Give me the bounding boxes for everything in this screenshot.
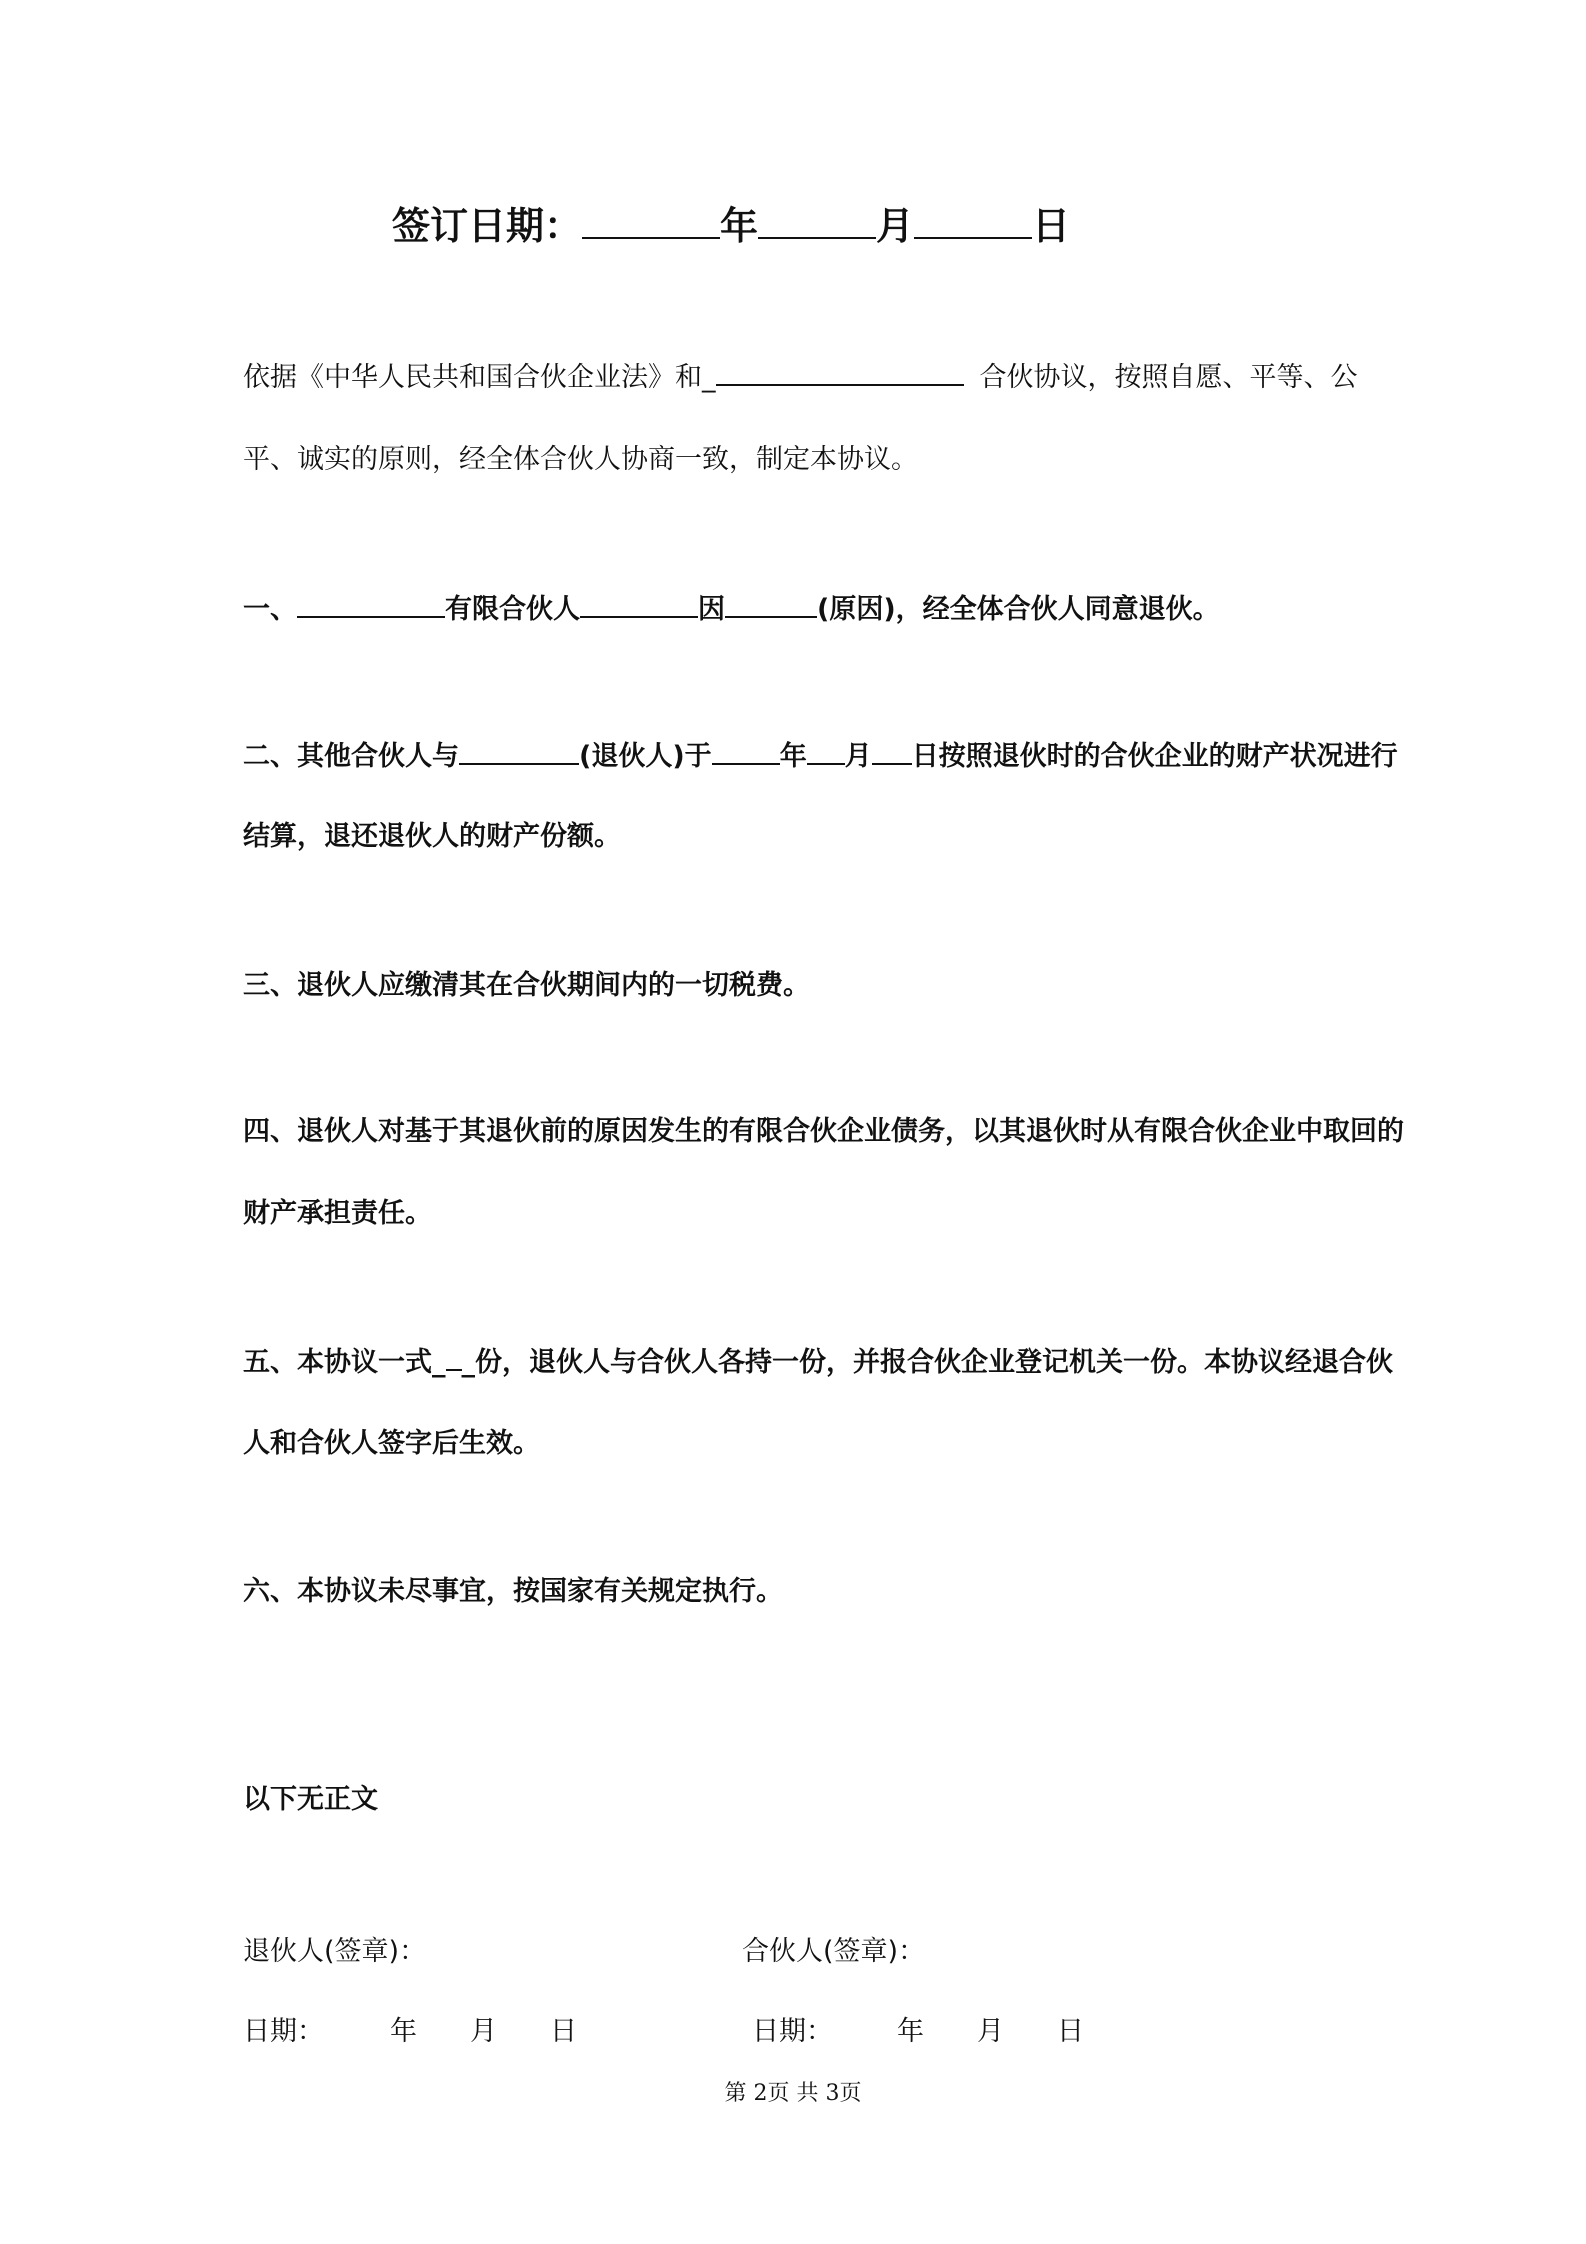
day-label: 日 (1032, 204, 1071, 248)
clause-2-line-1 (243, 737, 1398, 777)
signing-date-label: 签订日期： (392, 204, 583, 248)
clause-2-text-2: (退伙人)于 (579, 741, 712, 772)
withdrawing-date-label: 日期： (243, 2016, 324, 2047)
clause-3: 三、退伙人应缴清其在合伙期间内的一切税费。 (243, 970, 810, 1001)
month-label: 月 (876, 204, 915, 248)
year-label: 年 (720, 204, 759, 248)
withdrawing-date-day: 日 (550, 2016, 577, 2047)
clause-1-text-1: 有限合伙人 (445, 594, 580, 625)
limited-partner-blank (580, 590, 698, 618)
intro-line-2: 平、诚实的原则，经全体合伙人协商一致，制定本协议。 (243, 444, 918, 475)
reason-blank (725, 590, 817, 618)
partner-date-year: 年 (897, 2016, 924, 2047)
withdrawing-partner-signature-label: 退伙人(签章)： (243, 1936, 427, 1967)
clause-5-line-2: 人和合伙人签字后生效。 (243, 1428, 540, 1459)
clause-2-text-1: 二、其他合伙人与 (243, 741, 459, 772)
withdrawing-date-month: 月 (470, 2016, 497, 2047)
clause-1 (243, 590, 1220, 630)
clause-5-text-1: 五、本协议一式_ (243, 1347, 446, 1378)
clause-2-month: 月 (844, 741, 872, 772)
withdrawer-blank (459, 737, 579, 765)
clause-5-text-2: _份，退伙人与合伙人各持一份，并报合伙企业登记机关一份。本协议经退合伙 (461, 1347, 1393, 1378)
withdrawing-date-year: 年 (390, 2016, 417, 2047)
year-blank (582, 211, 720, 239)
clause-2-year: 年 (779, 741, 807, 772)
clause-5-line-1 (243, 1343, 1393, 1383)
copies-blank (446, 1343, 462, 1371)
intro-text-1: 依据《中华人民共和国合伙企业法》和_ (243, 362, 716, 393)
settle-year-blank (712, 737, 780, 765)
no-further-text: 以下无正文 (243, 1784, 378, 1815)
clause-4-line-2: 财产承担责任。 (243, 1198, 432, 1229)
clause-1-prefix: 一、 (243, 594, 297, 625)
settle-day-blank (872, 737, 912, 765)
enterprise-blank (297, 590, 445, 618)
clause-4-line-1: 四、退伙人对基于其退伙前的原因发生的有限合伙企业债务，以其退伙时从有限合伙企业中取回的 (243, 1116, 1404, 1147)
clause-2-line-2: 结算，退还退伙人的财产份额。 (243, 821, 621, 852)
clause-1-text-3: (原因)，经全体合伙人同意退伙。 (817, 594, 1220, 625)
partner-date-day: 日 (1057, 2016, 1084, 2047)
settle-month-blank (807, 737, 845, 765)
clause-6: 六、本协议未尽事宜，按国家有关规定执行。 (243, 1576, 783, 1607)
partner-date-month: 月 (977, 2016, 1004, 2047)
intro-line-1 (243, 358, 1358, 398)
partner-date-label: 日期： (752, 2016, 833, 2047)
agreement-name-blank (716, 358, 964, 386)
partner-signature-label: 合伙人(签章)： (742, 1936, 926, 1967)
day-blank (914, 211, 1032, 239)
signing-date-title (392, 200, 1070, 252)
page-number-footer: 第 2页 共 3页 (724, 2081, 862, 2106)
month-blank (758, 211, 876, 239)
intro-text-2: 合伙协议，按照自愿、平等、公 (979, 362, 1358, 393)
clause-1-text-2: 因 (698, 594, 725, 625)
clause-2-text-5: 日按照退伙时的合伙企业的财产状况进行 (911, 741, 1398, 772)
